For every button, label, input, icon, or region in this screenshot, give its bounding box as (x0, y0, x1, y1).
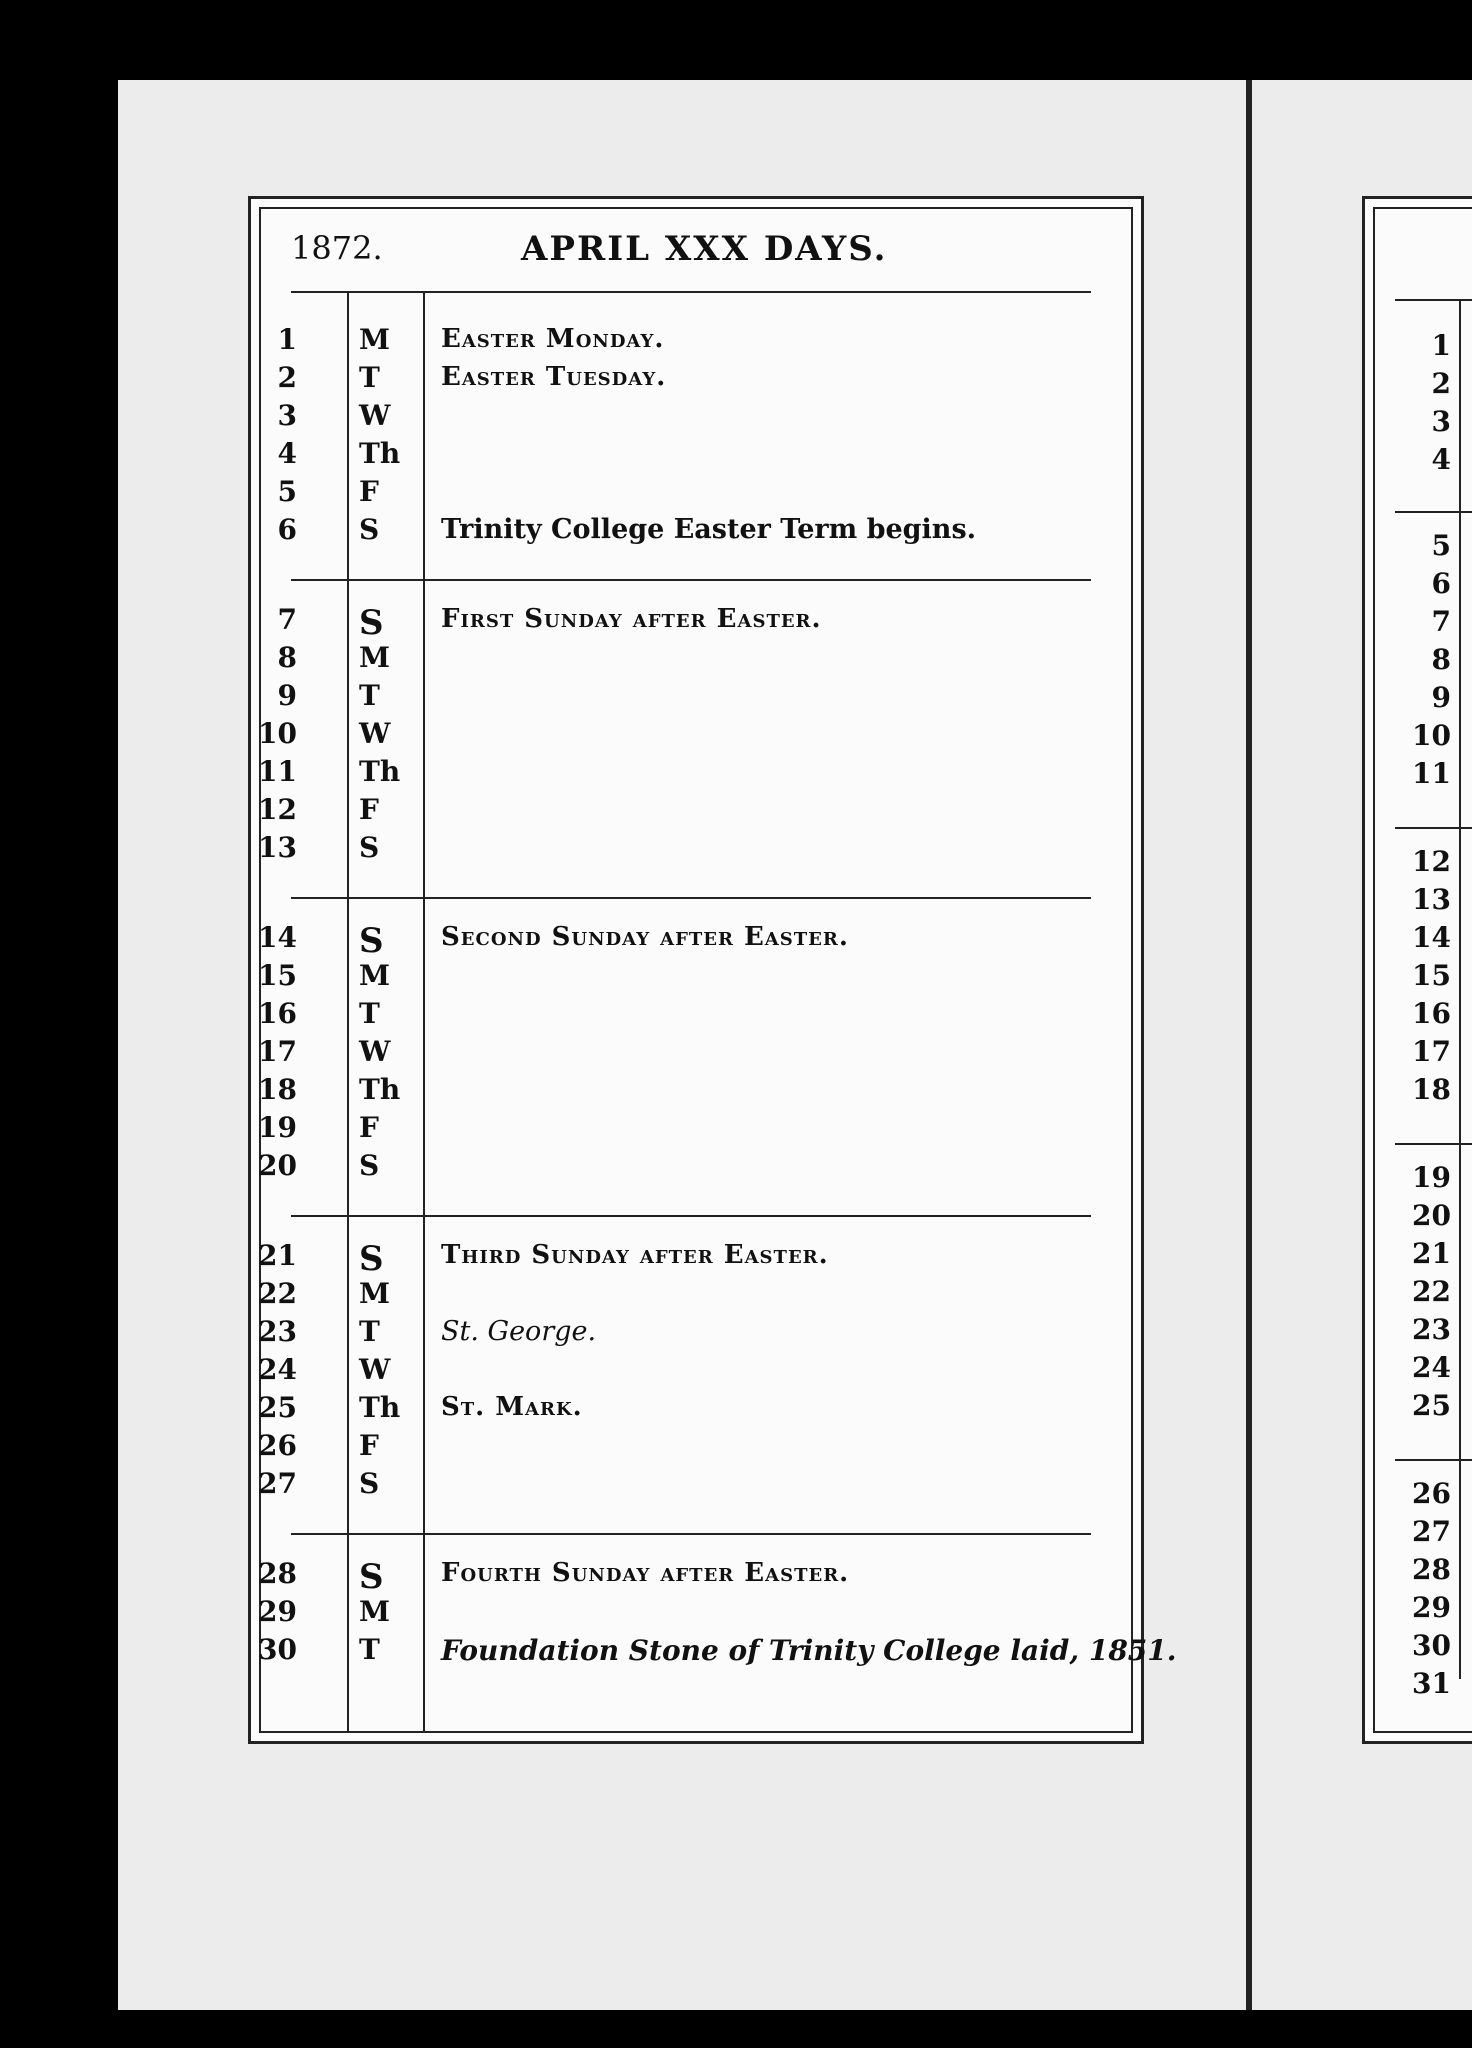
calendar-row (251, 603, 1131, 643)
next-page-rule (1395, 1143, 1472, 1145)
calendar-event: Fourth Sunday after Easter. (441, 1558, 850, 1588)
weekday-letter: S (359, 1149, 380, 1182)
calendar-row (251, 921, 1131, 961)
calendar-row (251, 1595, 1131, 1632)
next-page-date-number: 7 (1431, 605, 1451, 638)
next-page-date-number: 1 (1431, 329, 1451, 362)
next-page-date-number: 17 (1412, 1035, 1451, 1068)
calendar-row (251, 1557, 1131, 1597)
weekday-letter: Th (359, 1391, 401, 1424)
calendar-row (251, 399, 1131, 436)
weekday-letter: F (359, 475, 379, 508)
date-number: 30 (258, 1633, 297, 1666)
calendar-row (251, 475, 1131, 512)
calendar-event: First Sunday after Easter. (441, 604, 822, 634)
next-page-date-number: 23 (1412, 1313, 1451, 1346)
next-page-date-number: 26 (1412, 1477, 1451, 1510)
calendar-row (251, 793, 1131, 830)
sunday-marker: S (359, 921, 384, 961)
date-number: 9 (277, 679, 297, 712)
date-number: 19 (258, 1111, 297, 1144)
calendar-row (251, 1315, 1131, 1352)
sunday-marker: S (359, 603, 384, 643)
weekday-letter: T (359, 997, 380, 1030)
weekday-letter: T (359, 1633, 380, 1666)
next-page-date-number: 22 (1412, 1275, 1451, 1308)
date-number: 2 (277, 361, 297, 394)
next-page-date-number: 18 (1412, 1073, 1451, 1106)
next-page-date-number: 11 (1412, 757, 1451, 790)
calendar-header (291, 229, 1091, 279)
calendar-row (251, 1035, 1131, 1072)
week-rule-2 (291, 897, 1091, 899)
next-page-date-number: 13 (1412, 883, 1451, 916)
next-page-date-number: 14 (1412, 921, 1451, 954)
calendar-event: Foundation Stone of Trinity College laid, 1851. (441, 1634, 1177, 1667)
calendar-row (251, 831, 1131, 868)
next-page-date-number: 28 (1412, 1553, 1451, 1586)
weekday-letter: S (359, 1467, 380, 1500)
calendar-row (251, 1073, 1131, 1110)
weekday-letter: F (359, 1429, 379, 1462)
calendar-event: St. George. (441, 1316, 597, 1347)
date-number: 13 (258, 831, 297, 864)
calendar-row (251, 717, 1131, 754)
date-number: 3 (277, 399, 297, 432)
weekday-letter: T (359, 1315, 380, 1348)
date-number: 27 (258, 1467, 297, 1500)
next-page-frame (1362, 196, 1472, 1744)
date-number: 1 (277, 323, 297, 356)
calendar-row (251, 1149, 1131, 1186)
date-number: 11 (258, 755, 297, 788)
calendar-event: Second Sunday after Easter. (441, 922, 849, 952)
date-number: 22 (258, 1277, 297, 1310)
calendar-year: 1872. (291, 229, 383, 267)
calendar-row (251, 513, 1131, 550)
weekday-letter: T (359, 679, 380, 712)
weekday-letter: M (359, 323, 390, 356)
weekday-letter: Th (359, 437, 401, 470)
weekday-letter: W (359, 399, 391, 432)
calendar-event: Easter Tuesday. (441, 362, 667, 392)
date-number: 21 (258, 1239, 297, 1272)
date-number: 8 (277, 641, 297, 674)
next-page-date-number: 4 (1431, 443, 1451, 476)
date-number: 28 (258, 1557, 297, 1590)
weekday-letter: Th (359, 1073, 401, 1106)
next-page-date-number: 21 (1412, 1237, 1451, 1270)
weekday-letter: S (359, 513, 380, 546)
date-number: 29 (258, 1595, 297, 1628)
sunday-marker: S (359, 1557, 384, 1597)
next-page-date-number: 31 (1412, 1667, 1451, 1700)
next-page-date-number: 20 (1412, 1199, 1451, 1232)
calendar-row (251, 959, 1131, 996)
calendar-row (251, 679, 1131, 716)
calendar-row (251, 1277, 1131, 1314)
weekday-letter: Th (359, 755, 401, 788)
page-fold (1246, 80, 1252, 2010)
date-number: 20 (258, 1149, 297, 1182)
sunday-marker: S (359, 1239, 384, 1279)
date-number: 24 (258, 1353, 297, 1386)
weekday-letter: M (359, 1595, 390, 1628)
calendar-row (251, 1239, 1131, 1279)
next-page-date-number: 2 (1431, 367, 1451, 400)
next-page-date-number: 16 (1412, 997, 1451, 1030)
calendar-row (251, 641, 1131, 678)
next-page-date-number: 6 (1431, 567, 1451, 600)
date-number: 12 (258, 793, 297, 826)
next-page-date-number: 30 (1412, 1629, 1451, 1662)
calendar-row (251, 1429, 1131, 1466)
date-number: 6 (277, 513, 297, 546)
calendar-row (251, 1633, 1177, 1670)
next-page-rule (1395, 1459, 1472, 1461)
calendar-event: Third Sunday after Easter. (441, 1240, 829, 1270)
calendar-event: Trinity College Easter Term begins. (441, 514, 977, 545)
next-page-rule (1395, 827, 1472, 829)
date-number: 10 (258, 717, 297, 750)
next-page-date-number: 12 (1412, 845, 1451, 878)
next-page-date-number: 25 (1412, 1389, 1451, 1422)
calendar-row (251, 1391, 1131, 1428)
next-page-date-number: 29 (1412, 1591, 1451, 1624)
weekday-letter: W (359, 1035, 391, 1068)
calendar-row (251, 1111, 1131, 1148)
next-page-date-number: 24 (1412, 1351, 1451, 1384)
calendar-month-title: APRIL XXX DAYS. (521, 229, 888, 269)
weekday-letter: W (359, 1353, 391, 1386)
date-number: 5 (277, 475, 297, 508)
calendar-row (251, 755, 1131, 792)
calendar-row (251, 1353, 1131, 1390)
date-number: 23 (258, 1315, 297, 1348)
calendar-row (251, 997, 1131, 1034)
next-page-date-number: 5 (1431, 529, 1451, 562)
weekday-letter: M (359, 959, 390, 992)
week-rule-1 (291, 579, 1091, 581)
next-page-date-number: 19 (1412, 1161, 1451, 1194)
date-number: 16 (258, 997, 297, 1030)
next-page-date-number: 10 (1412, 719, 1451, 752)
date-number: 25 (258, 1391, 297, 1424)
weekday-letter: S (359, 831, 380, 864)
calendar-row (251, 323, 1131, 360)
date-number: 18 (258, 1073, 297, 1106)
date-number: 17 (258, 1035, 297, 1068)
weekday-letter: W (359, 717, 391, 750)
calendar-row (251, 361, 1131, 398)
next-page-date-number: 15 (1412, 959, 1451, 992)
weekday-letter: M (359, 641, 390, 674)
week-rule-4 (291, 1533, 1091, 1535)
date-number: 26 (258, 1429, 297, 1462)
next-page-date-number: 8 (1431, 643, 1451, 676)
calendar-row (251, 437, 1131, 474)
date-number: 15 (258, 959, 297, 992)
calendar-event: Easter Monday. (441, 324, 665, 354)
date-number: 4 (277, 437, 297, 470)
next-page-column-rule (1459, 299, 1461, 1679)
weekday-letter: T (359, 361, 380, 394)
date-number: 7 (277, 603, 297, 636)
calendar-event: St. Mark. (441, 1392, 583, 1422)
next-page-date-number: 3 (1431, 405, 1451, 438)
week-rule-3 (291, 1215, 1091, 1217)
next-page-date-number: 27 (1412, 1515, 1451, 1548)
calendar-frame (248, 196, 1177, 1744)
calendar-row (251, 1467, 1131, 1504)
next-page-rule (1395, 299, 1472, 301)
header-rule (291, 291, 1091, 293)
next-page-date-number: 9 (1431, 681, 1451, 714)
weekday-letter: F (359, 793, 379, 826)
date-number: 14 (258, 921, 297, 954)
weekday-letter: F (359, 1111, 379, 1144)
next-page-rule (1395, 511, 1472, 513)
weekday-letter: M (359, 1277, 390, 1310)
